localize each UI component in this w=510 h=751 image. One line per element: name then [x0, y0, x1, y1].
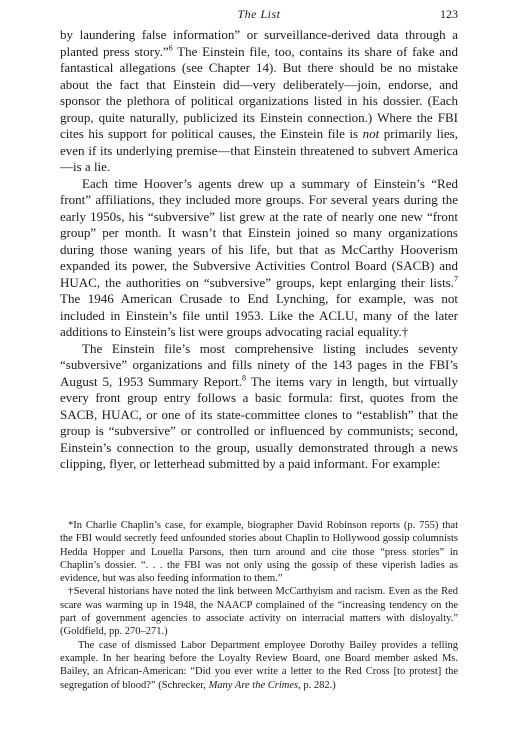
endnote-marker: 8: [242, 373, 247, 383]
paragraph-text: Each time Hoover’s agents drew up a summary of Einstein’s “Red front” affiliations, they included more groups. For several years during the early 1950s, his “subversive” list grew at the rate of nearly one new “front group” per month. It wasn’t that Einstein joined so many organizations during those waning years of his life, but that as McCarthy Hooverism expanded its power, the Subversive Activities Control Board (SACB) and HUAC, the authorities on “subversive” groups, kept enlarging their lists.: [60, 175, 458, 290]
endnote-marker: 7: [454, 274, 458, 284]
paragraph-text: The 1946 American Crusade to End Lynching, for example, was not included in Einstein’s file until 1953. Like the ACLU, many of the later additions to Einstein’s list were groups advocating racial equality.†: [60, 291, 458, 339]
body-text: [60, 27, 458, 473]
paragraph-text: The Einstein file’s most comprehensive listing includes seventy “subversive” organizations and fills ninety of the 143 pages in the FBI’s August 5, 1953 Summary Report.: [60, 340, 458, 389]
footnote-racism: †Several historians have noted the link between McCarthyism and racism. Even as the Red scare was warming up in 1948, the NAACP complained of the “increasing tendency on the part of government agencies to associate activity on interracial matters with disloyalty.” (Goldfield, pp. 270–271.): [60, 586, 458, 638]
paragraph-text: by laundering false information” or surveillance-derived data through a planted press story.”: [60, 27, 458, 59]
paragraph-text: The items vary in length, but virtually every front group entry follows a basic formula: first, quotes from the SACB, HUAC, or one of its state-committee clones to “establish” that the group is “subversive” or controlled or influenced by communists; second, Einstein’s connection to the group, usually demonstrated through a news clipping, flyer, or letterhead submitted by a paid informant. For example:: [60, 373, 458, 471]
footnote-chaplin: *In Charlie Chaplin’s case, for example, biographer David Robinson reports (p. 755) that the FBI would secretly feed unfounded stories about Chaplin to Hollywood gossip columnists Hedda Hopper and Louella Parsons, then turn around and cite those “press stories” in Chaplin’s dossier. “. . . the FBI was not only using the gossip of these viperish ladies as evidence, but was also feeding information to them.”: [60, 520, 458, 585]
endnote-marker: 6: [168, 43, 173, 53]
emphasis-text: not: [362, 126, 380, 141]
paragraph-text: primarily lies, even if its underlying premise—that Einstein threatened to subvert America—is a lie.: [60, 126, 458, 174]
paragraph-3: [60, 341, 458, 473]
footnote-text: The case of dismissed Labor Department employee Dorothy Bailey provides a telling example. In her hearing before the Loyalty Review Board, one Board member asked Ms. Bailey, an African-American: “Did you ever write a letter to the Red Cross [to protest] the segregation of blood?” (Schrecker,: [60, 639, 458, 691]
footnote-bailey: [60, 639, 458, 692]
paragraph-2: [60, 176, 458, 341]
footnotes: [60, 519, 458, 692]
footnote-text: , p. 282.): [298, 679, 336, 691]
paragraph-text: The Einstein file, too, contains its share of fake and fantastical allegations (see Chapter 14). But there should be no mistake about the fact that Einstein did—very deliberately—join, endorse, and sponsor the plethora of political organizations listed in his dossier. (Each group, quite naturally, publicized its Einstein connection.) Where the FBI cites his support for political causes, the Einstein file is: [60, 43, 458, 141]
chapter-title: The List: [237, 7, 281, 21]
paragraph-1: [60, 27, 458, 176]
running-head: [60, 7, 458, 23]
book-title: Many Are the Crimes: [208, 679, 299, 691]
page-number: 123: [440, 7, 458, 21]
